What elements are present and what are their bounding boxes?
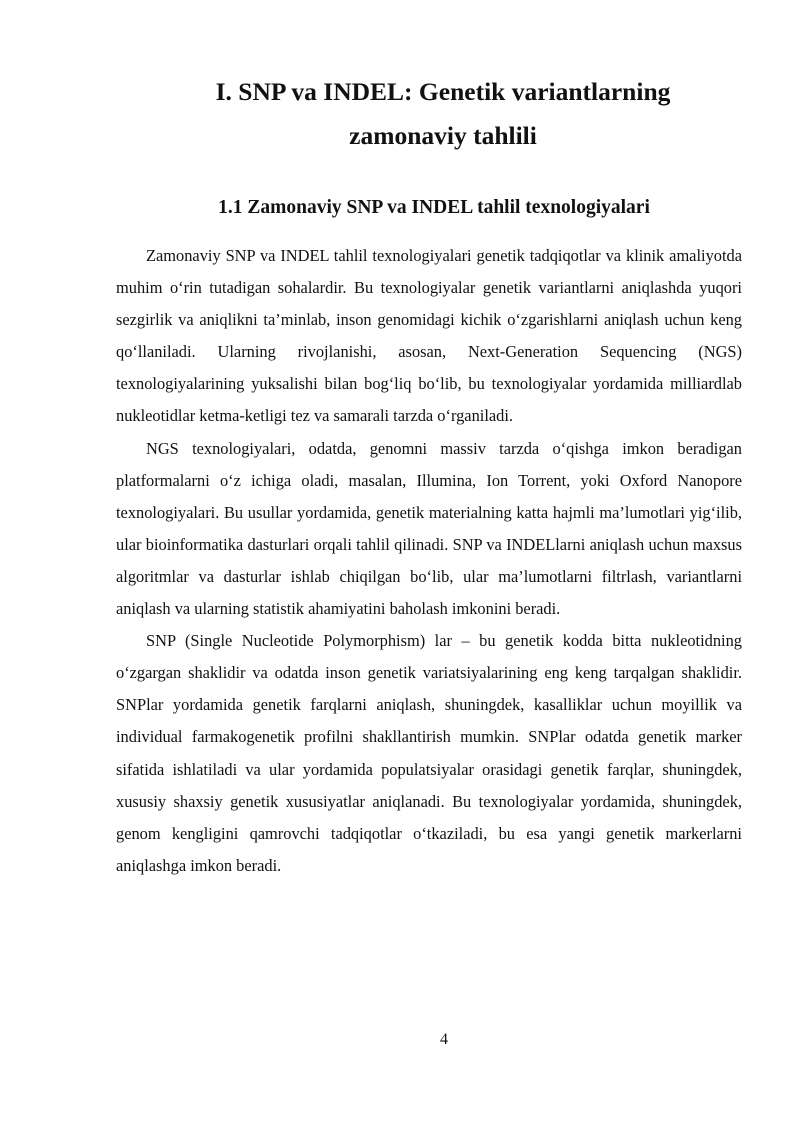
chapter-title: I. SNP va INDEL: Genetik variantlarning zamonaviy tahlili bbox=[215, 77, 671, 150]
section-title: 1.1 Zamonaviy SNP va INDEL tahlil texnologiyalari bbox=[218, 197, 650, 218]
body-text bbox=[116, 240, 742, 882]
paragraph-1: Zamonaviy SNP va INDEL tahlil texnologiyalari genetik tadqiqotlar va klinik amaliyotda muhim o‘rin tutadigan sohalardir. Bu texnologiyalar genetik variantlarni aniqlashda yuqori sezgirlik va aniqlikni ta’minlab, inson genomidagi kichik o‘zgarishlarni aniqlash uchun keng qo‘llaniladi. Ularning rivojlanishi, asosan, Next-Generation Sequencing (NGS) texnologiyalarining yuksalishi bilan bog‘liq bo‘lib, bu texnologiyalar yordamida milliardlab nukleotidlar ketma-ketligi tez va samarali tarzda o‘rganiladi. bbox=[116, 246, 742, 426]
paragraph-2: NGS texnologiyalari, odatda, genomni massiv tarzda o‘qishga imkon beradigan platformalarni o‘z ichiga oladi, masalan, Illumina, Ion Torrent, yoki Oxford Nanopore texnologiyalari. Bu usullar yordamida, genetik materialning katta hajmli ma’lumotlari yig‘ilib, ular bioinformatika dasturlari orqali tahlil qilinadi. SNP va INDELlarni aniqlash uchun maxsus algoritmlar va dasturlar ishlab chiqilgan bo‘lib, ular ma’lumotlarni filtrlash, variantlarni aniqlash va ularning statistik ahamiyatini baholash imkonini beradi. bbox=[116, 438, 742, 619]
paragraph-3: SNP (Single Nucleotide Polymorphism) lar – bu genetik kodda bitta nukleotidning o‘zgargan shaklidir va odatda inson genetik variatsiyalarining eng keng tarqalgan shaklidir. SNPlar yordamida genetik farqlarni aniqlash, shuningdek, kasalliklar uchun moyillik va individual farmakogenetik profilni shakllantirish mumkin. SNPlar odatda genetik marker sifatida ishlatiladi va ular yordamida populatsiyalar orasidagi genetik farqlar, shuningdek, xususiy shaxsiy genetik xususiyatlar aniqlanadi. Bu texnologiyalar yordamida, shuningdek, genom kengligini qamrovchi tadqiqotlar o‘tkaziladi, bu esa yangi genetik markerlarni aniqlashga imkon beradi. bbox=[116, 631, 742, 875]
page-number: 4 bbox=[440, 1031, 448, 1048]
